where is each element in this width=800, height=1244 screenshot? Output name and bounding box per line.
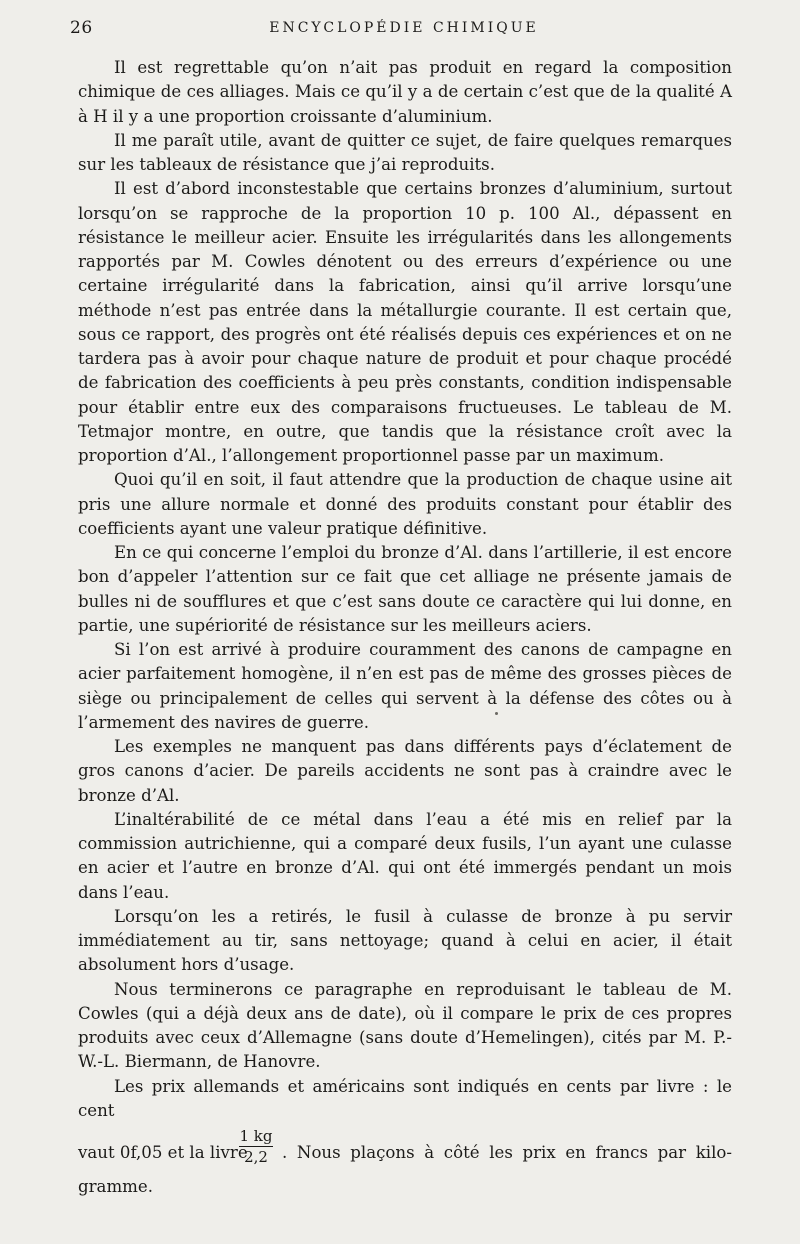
running-head	[70, 18, 738, 42]
print-speck	[495, 712, 498, 715]
fraction-line-continuation: gramme.	[78, 1177, 154, 1196]
paragraph: Quoi qu’il en soit, il faut attendre que la production de chaque usine ait pris une allure normale et donné des produits constant pour établir des coefficients ayant une valeur pratique définitive.	[78, 470, 732, 538]
body-text	[78, 56, 732, 1196]
fraction-line-before: vaut 0f,05 et la livre	[78, 1143, 248, 1162]
paragraph: Il est d’abord inconstestable que certains bronzes d’aluminium, surtout lorsqu’on se rapproche de la proportion 10 p. 100 Al., dépassent en résistance le meilleur acier. Ensuite les irrégularités dans les allongements rapportés par M. Cowles dénotent ou des erreurs d’expérience ou une certaine irrégularité dans la fabrication, ainsi qu’il arrive lorsqu’une méthode n’est pas entrée dans la métallurgie courante. Il est certain que, sous ce rapport, des progrès ont été réalisés depuis ces expériences et on ne tardera pas à avoir pour chaque nature de produit et pour chaque procédé de fabrication des coefficients à peu près constants, condition indispensable pour établir entre eux des comparaisons fructueuses. Le tableau de M. Tetmajor montre, en outre, que tandis que la résistance croît avec la proportion d’Al., l’allongement proportionnel passe par un maximum.	[78, 179, 732, 465]
fraction	[239, 1127, 273, 1166]
fraction-line	[78, 1127, 732, 1196]
paragraph: Nous terminerons ce paragraphe en reproduisant le tableau de M. Cowles (qui a déjà deux ans de date), où il compare le prix de ces propres produits avec ceux d’Allemagne (sans doute d’Hemelingen), cités par M. P.-W.-L. Biermann, de Hanovre.	[78, 979, 732, 1072]
paragraph: Les exemples ne manquent pas dans différents pays d’éclatement de gros canons d’acier. De pareils accidents ne sont pas à craindre avec le bronze d’Al.	[78, 737, 732, 805]
paragraph: Lorsqu’on les a retirés, le fusil à culasse de bronze à pu servir immédiatement au tir, sans nettoyage; quand à celui en acier, il était absolument hors d’usage.	[78, 906, 732, 975]
page-number: 26	[70, 18, 93, 38]
paragraph: Il me paraît utile, avant de quitter ce sujet, de faire quelques remarques sur les tableaux de résistance que j’ai reproduits.	[78, 130, 732, 174]
fraction-line-after: . Nous plaçons à côté les prix en francs par kilo-	[282, 1143, 732, 1162]
paragraph: Si l’on est arrivé à produire couramment des canons de campagne en acier parfaitement homogène, il n’en est pas de même des grosses pièces de siège ou principalement de celles qui servent à la défense des côtes ou à l’armement des navires de guerre.	[78, 640, 732, 732]
fraction-numerator: 1 kg	[239, 1127, 273, 1145]
paragraph: Les prix allemands et américains sont indiqués en cents par livre : le cent	[78, 1076, 732, 1120]
header-title: ENCYCLOPÉDIE CHIMIQUE	[269, 20, 539, 36]
fraction-denominator: 2,2	[244, 1148, 268, 1166]
paragraph: Il est regrettable qu’on n’ait pas produit en regard la composition chimique de ces alliages. Mais ce qu’il y a de certain c’est que de la qualité A à H il y a une proportion croissante d’aluminium.	[78, 58, 732, 126]
paragraph: En ce qui concerne l’emploi du bronze d’Al. dans l’artillerie, il est encore bon d’appeler l’attention sur ce fait que cet alliage ne présente jamais de bulles ni de soufflures et que c’est sans doute ce caractère qui lui donne, en partie, une supériorité de résistance sur les meilleurs aciers.	[78, 543, 732, 635]
paragraph: L’inaltérabilité de ce métal dans l’eau a été mis en relief par la commission autrichienne, qui a comparé deux fusils, l’un ayant une culasse en acier et l’autre en bronze d’Al. qui ont été immergés pendant un mois dans l’eau.	[78, 809, 732, 902]
